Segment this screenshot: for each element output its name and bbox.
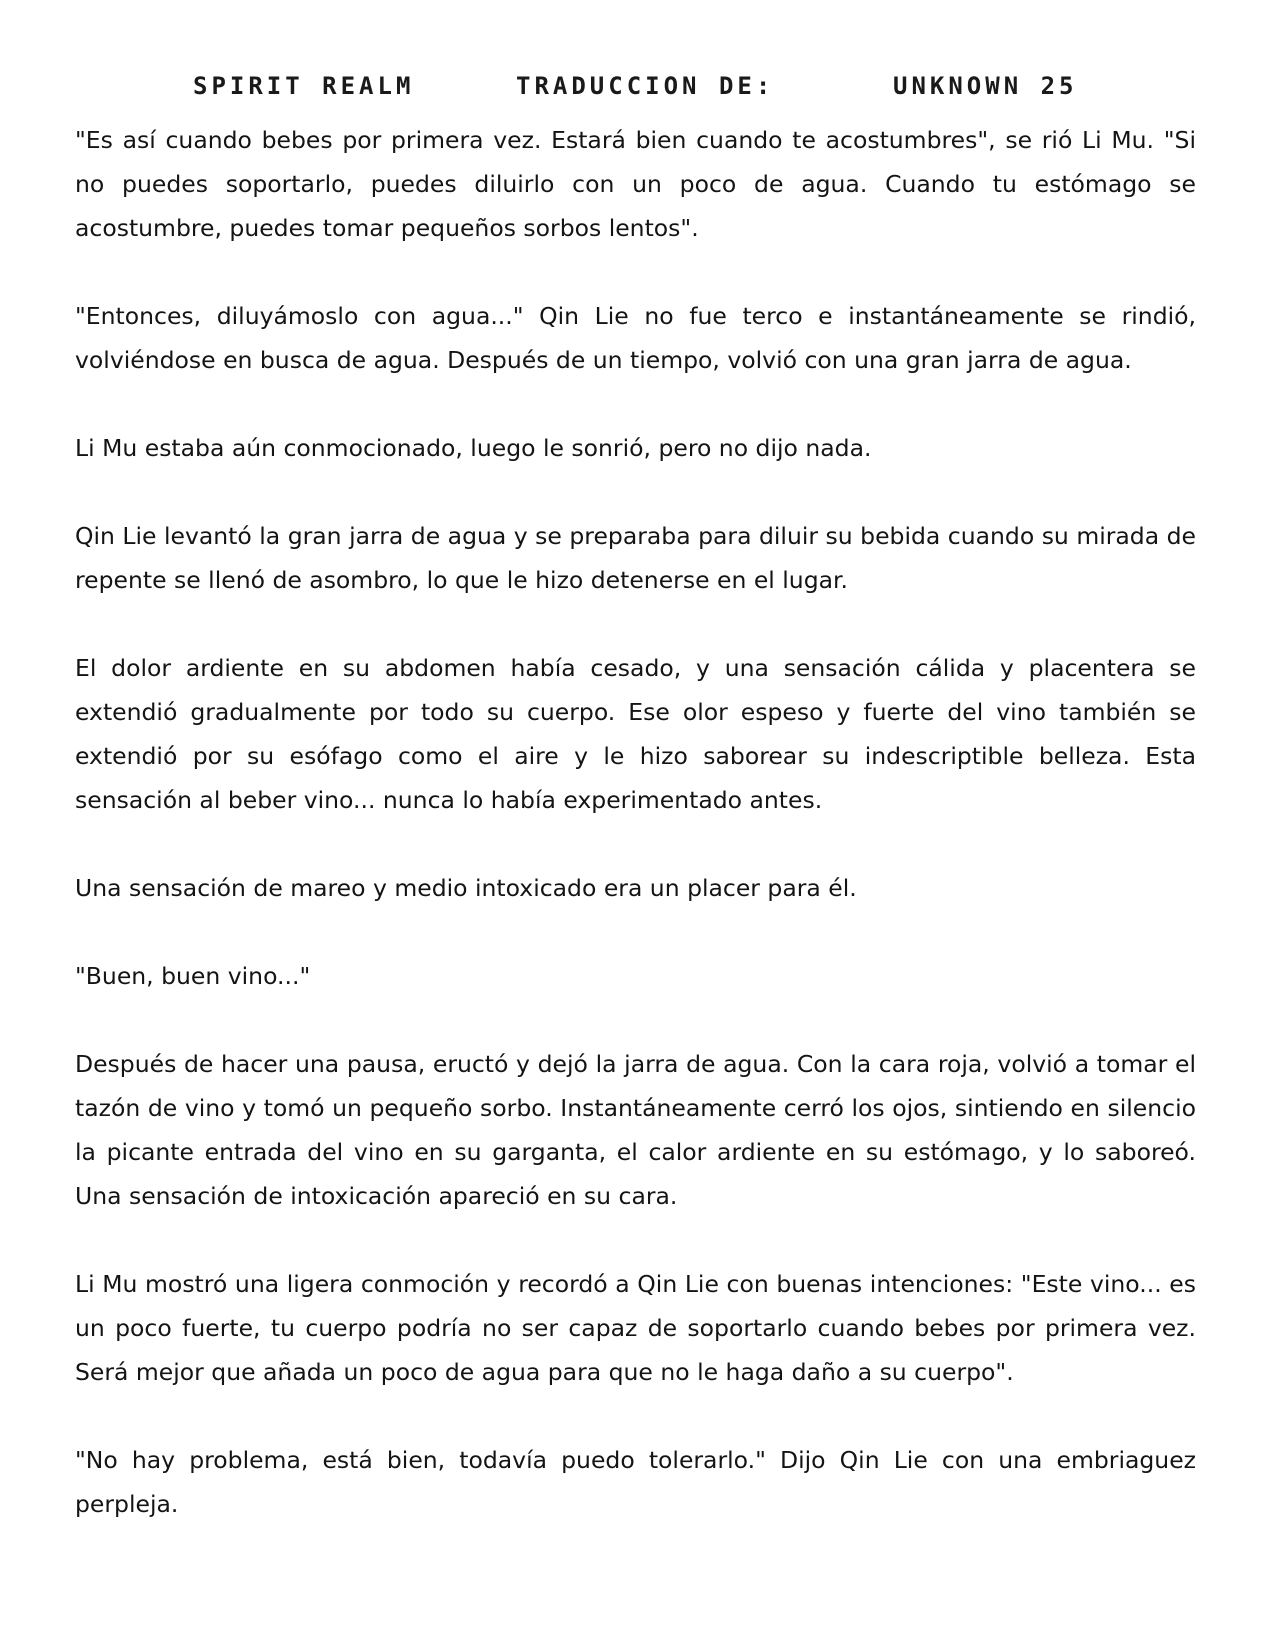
paragraph: Qin Lie levantó la gran jarra de agua y se preparaba para diluir su bebida cuando su mirada de repente se llenó de asombro, lo que le hizo detenerse en el lugar. — [75, 522, 1196, 594]
paragraph: "Entonces, diluyámoslo con agua..." Qin Lie no fue terco e instantáneamente se rindió, volviéndose en busca de agua. Después de un tiempo, volvió con una gran jarra de agua. — [75, 302, 1196, 374]
paragraph: El dolor ardiente en su abdomen había cesado, y una sensación cálida y placentera se extendió gradualmente por todo su cuerpo. Ese olor espeso y fuerte del vino también se extendió por su esófago como el aire y le hizo saborear su indescriptible belleza. Esta sensación al beber vino... nunca lo había experimentado antes. — [75, 654, 1196, 814]
paragraph: Li Mu mostró una ligera conmoción y recordó a Qin Lie con buenas intenciones: "Este vino... es un poco fuerte, tu cuerpo podría no ser capaz de soportarlo cuando bebes por primera vez. Será mejor que añada un poco de agua para que no le haga daño a su cuerpo". — [75, 1270, 1196, 1386]
header-title: SPIRIT REALM — [193, 72, 415, 100]
page-header — [0, 72, 1275, 112]
paragraph: Li Mu estaba aún conmocionado, luego le sonrió, pero no dijo nada. — [75, 434, 872, 462]
paragraph: "Es así cuando bebes por primera vez. Estará bien cuando te acostumbres", se rió Li Mu. "Si no puedes soportarlo, puedes diluirlo con un poco de agua. Cuando tu estómago se acostumbre, puedes tomar pequeños sorbos lentos". — [75, 126, 1196, 242]
paragraph: Después de hacer una pausa, eructó y dejó la jarra de agua. Con la cara roja, volvió a tomar el tazón de vino y tomó un pequeño sorbo. Instantáneamente cerró los ojos, sintiendo en silencio la picante entrada del vino en su garganta, el calor ardiente en su estómago, y lo saboreó. Una sensación de intoxicación apareció en su cara. — [75, 1050, 1196, 1210]
paragraph: "No hay problema, está bien, todavía puedo tolerarlo." Dijo Qin Lie con una embriaguez perpleja. — [75, 1446, 1196, 1518]
paragraph: "Buen, buen vino..." — [75, 962, 311, 990]
header-translator: UNKNOWN 25 — [893, 72, 1078, 100]
paragraph: Una sensación de mareo y medio intoxicado era un placer para él. — [75, 874, 857, 902]
document-body — [75, 118, 1196, 1570]
header-translation-label: TRADUCCION DE: — [516, 72, 775, 100]
